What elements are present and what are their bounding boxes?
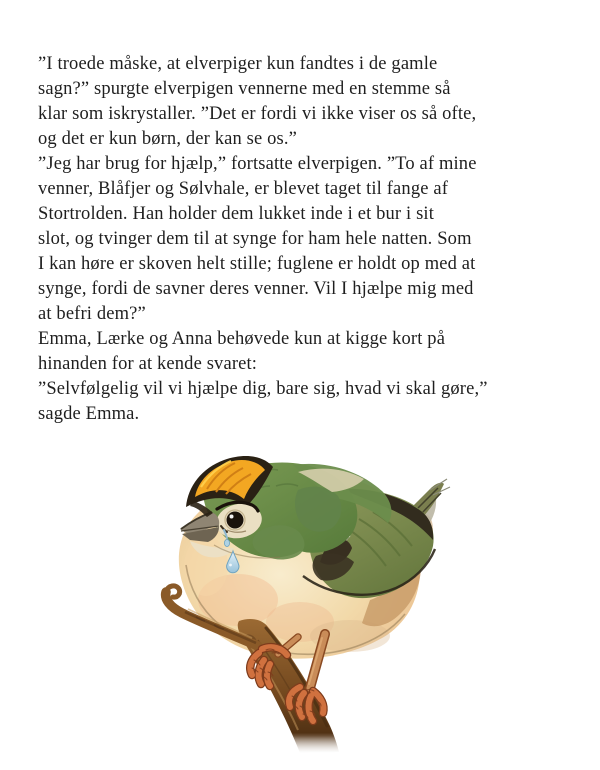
story-line: ”Jeg har brug for hjælp,” fortsatte elverpigen. ”To af mine — [38, 154, 477, 174]
beak-gape — [181, 526, 219, 531]
eye-outline — [225, 510, 245, 530]
tear-drop-small — [224, 539, 229, 546]
beak-lower — [182, 527, 219, 542]
bird-head — [180, 456, 391, 559]
twig-shadow — [185, 612, 256, 643]
cheek-green — [253, 525, 305, 559]
wing-dark-band — [340, 489, 433, 540]
belly-highlight — [184, 536, 228, 596]
branch-knot — [241, 632, 258, 648]
head-stipple — [252, 469, 298, 492]
eye-pupil — [227, 512, 244, 529]
eyebrow — [217, 502, 258, 511]
story-line: klar som iskrystaller. ”Det er fordi vi ikke viser os så ofte, — [38, 104, 477, 124]
beak-culmen — [181, 512, 212, 529]
teardrop-shine — [229, 564, 232, 567]
wing — [303, 489, 435, 598]
chin — [190, 541, 234, 557]
wing-dark-blob — [313, 553, 354, 580]
eye-ring — [213, 500, 265, 543]
undertail-gray — [398, 499, 436, 543]
beak-upper — [180, 512, 219, 535]
story-line: Stortrolden. Han holder dem lukket inde i et bur i sit — [38, 204, 435, 224]
belly-blush — [266, 602, 334, 642]
story-line: og det er kun børn, der kan se os.” — [38, 129, 298, 149]
back-foot — [289, 687, 323, 721]
twig-bark-marks — [196, 617, 224, 629]
branch — [166, 586, 339, 753]
twig — [166, 592, 258, 646]
wing-main — [307, 489, 433, 598]
branch-fade — [225, 736, 360, 770]
story-line: slot, og tvinger dem til at synge for ham hele natten. Som — [38, 229, 472, 249]
lower-lid — [227, 530, 246, 532]
back-toe-scales — [292, 690, 321, 718]
tail-streaks — [396, 488, 441, 534]
front-toes-outline — [250, 647, 287, 686]
back-toes — [289, 687, 323, 721]
story-line: I kan høre er skoven helt stille; fuglene er holdt op med at — [38, 254, 476, 274]
crest-streaks — [207, 463, 251, 494]
belly — [179, 472, 420, 659]
story-line: sagn?” spurgte elverpigen vennerne med en stemme så — [38, 79, 451, 99]
shoulder-green — [295, 487, 341, 532]
wing-bottom-outline — [303, 549, 435, 595]
crest — [195, 460, 265, 499]
tears — [224, 530, 239, 573]
back-leg-highlight — [309, 638, 322, 684]
back-leg — [310, 634, 325, 688]
story-line: ”I troede måske, at elverpiger kun fandtes i de gamle — [38, 54, 438, 74]
flank-shading — [392, 509, 439, 575]
head-green — [203, 463, 357, 558]
eye-highlight — [230, 515, 234, 519]
story-line: Emma, Lærke og Anna behøvede kun at kigge kort på — [38, 329, 446, 349]
tail-feathers — [392, 483, 444, 539]
back-toes-outline — [289, 687, 323, 721]
belly-shadow — [310, 620, 390, 652]
wing-white-streaks — [315, 522, 349, 539]
story-line: hinanden for at kende svaret: — [38, 354, 258, 374]
front-leg — [278, 637, 298, 654]
throat-line — [214, 545, 280, 558]
story-line: sagde Emma. — [38, 404, 140, 424]
branch-light-edge — [245, 638, 298, 730]
nape-green — [293, 464, 391, 523]
branch-dark-edge — [266, 628, 327, 726]
front-toes — [250, 647, 287, 686]
tear-duct — [221, 526, 227, 532]
story-text-block — [38, 52, 583, 427]
tail-tip-sketch — [430, 479, 450, 495]
belly-blush — [198, 574, 278, 626]
wing-gray-patch — [306, 512, 355, 554]
crest-highlight — [201, 461, 231, 487]
teardrop-large — [227, 551, 239, 573]
belly-outline — [186, 565, 405, 654]
front-leg-outline — [278, 637, 298, 654]
wing-feather-streaks — [345, 512, 412, 566]
tear-trail — [224, 530, 227, 538]
twig-curl — [166, 586, 180, 597]
branch-main — [238, 619, 339, 753]
story-line: synge, fordi de savner deres venner. Vil I hjælpe mig med — [38, 279, 474, 299]
branch-grain — [258, 640, 304, 716]
front-toe-scales — [252, 649, 279, 680]
front-foot — [250, 647, 287, 686]
flank-shading — [362, 548, 421, 626]
lore-stripe — [190, 501, 213, 517]
collar-buff — [298, 469, 364, 492]
twig-highlight — [188, 609, 252, 638]
story-line: ”Selvfølgelig vil vi hjælpe dig, bare sig, hvad vi skal gøre,” — [38, 379, 488, 399]
crown-black-band — [186, 456, 273, 507]
back-leg-outline — [310, 634, 325, 688]
bird-body — [179, 472, 440, 659]
story-line: at befri dem?” — [38, 304, 146, 324]
feet — [250, 634, 325, 721]
wing-dark-blob — [320, 539, 352, 565]
tail — [392, 479, 450, 543]
story-line: venner, Blåfjer og Sølvhale, er blevet taget til fange af — [38, 179, 449, 199]
